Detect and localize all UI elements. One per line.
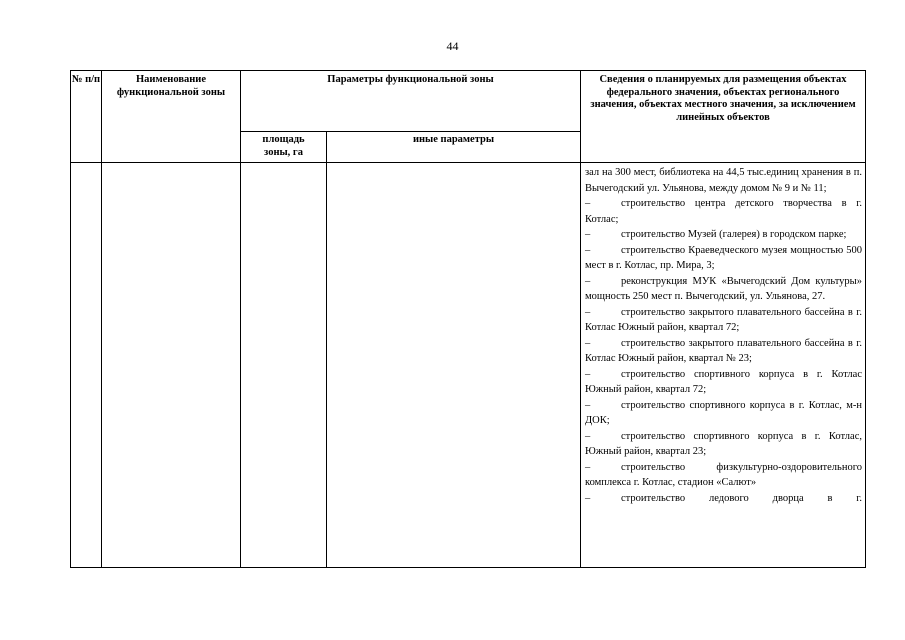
cell-zone-name — [102, 163, 241, 568]
list-item: – строительство физкультурно-оздоровительного комплекса г. Котлас, стадион «Салют» — [585, 461, 862, 488]
header-num: № п/п — [71, 71, 102, 163]
cell-area — [241, 163, 327, 568]
list-item: – строительство ледового дворца в г. — [585, 492, 862, 504]
list-item: – строительство закрытого плавательного бассейна в г. Котлас Южный район, квартал № 23; — [585, 337, 862, 364]
continuation-text: зал на 300 мест, библиотека на 44,5 тыс.единиц хранения в п. Вычегодский ул. Ульянова, между домом № 9 и № 11; — [585, 167, 862, 194]
header-zone-params: Параметры функциональной зоны — [241, 71, 581, 132]
zones-table — [70, 70, 866, 568]
list-item: – реконструкция МУК «Вычегодский Дом культуры» мощность 250 мест п. Вычегодский, ул. Ульянова, 27. — [585, 275, 862, 302]
list-item: – строительство спортивного корпуса в г. Котлас, Южный район, квартал 23; — [585, 430, 862, 457]
table-row — [71, 163, 866, 568]
list-item: – строительство спортивного корпуса в г. Котлас, м-н ДОК; — [585, 399, 862, 426]
page-number: 44 — [446, 39, 459, 53]
cell-planned-objects — [581, 163, 866, 568]
list-item: – строительство Краеведческого музея мощностью 500 мест в г. Котлас, пр. Мира, 3; — [585, 244, 862, 271]
header-zone-name: Наименование функциональной зоны — [102, 71, 241, 163]
cell-other-params — [327, 163, 581, 568]
header-row-1 — [71, 71, 866, 132]
list-item: – строительство спортивного корпуса в г. Котлас Южный район, квартал 72; — [585, 368, 862, 395]
cell-num — [71, 163, 102, 568]
list-item: – строительство центра детского творчества в г. Котлас; — [585, 198, 862, 225]
header-other-params: иные параметры — [327, 132, 581, 163]
list-item: – строительство Музей (галерея) в городском парке; — [585, 229, 847, 240]
list-item: – строительство закрытого плавательного бассейна в г. Котлас Южный район, квартал 72; — [585, 306, 862, 333]
header-planned-objects: Сведения о планируемых для размещения объектах федерального значения, объектах регионального значения, объектах местного значения, за исключением линейных объектов — [581, 71, 866, 163]
header-area: площадь зоны, га — [241, 132, 327, 163]
